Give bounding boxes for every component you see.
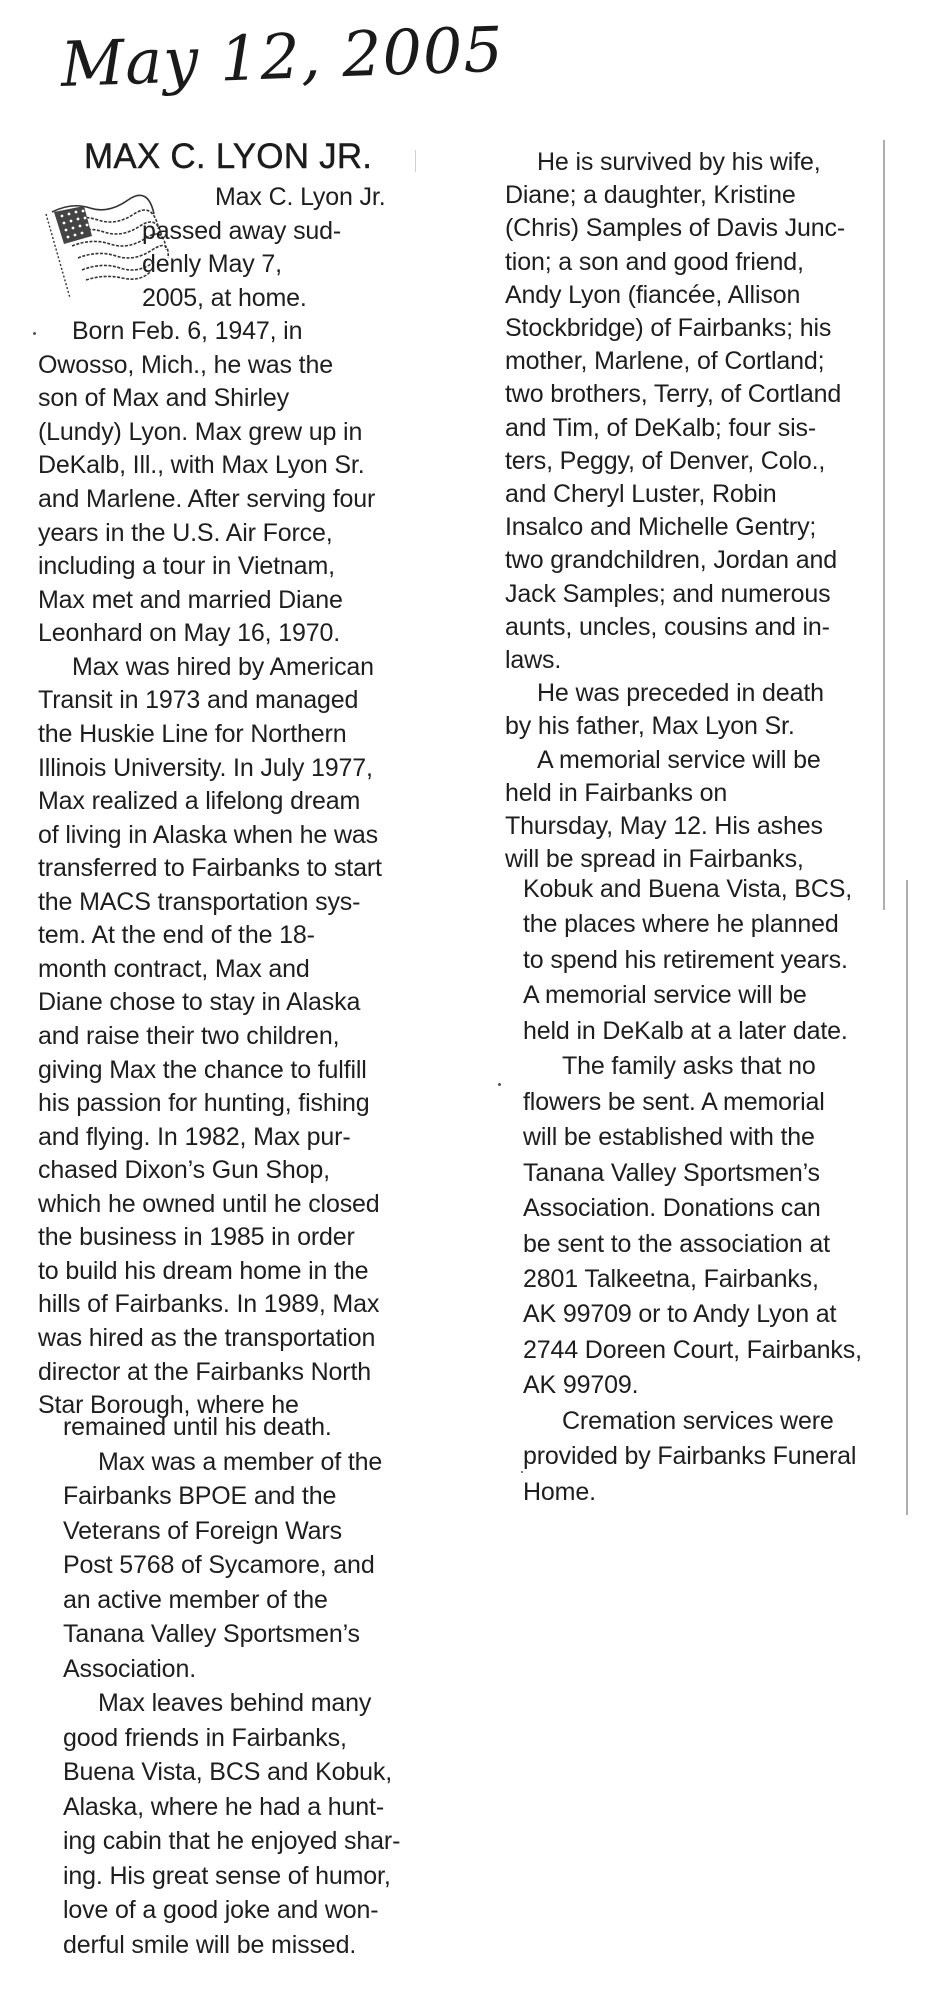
text-line: of living in Alaska when he was xyxy=(38,820,378,849)
text-line: two brothers, Terry, of Cortland xyxy=(505,380,842,409)
text-line: Diane chose to stay in Alaska xyxy=(38,988,361,1017)
column-border xyxy=(906,880,908,1515)
text-line: Max C. Lyon Jr. xyxy=(215,183,386,211)
text-line: Post 5768 of Sycamore, and xyxy=(63,1551,375,1579)
text-line: Max realized a lifelong dream xyxy=(38,787,361,816)
text-line: Cremation services were xyxy=(562,1406,834,1435)
text-line: aunts, uncles, cousins and in- xyxy=(505,612,830,641)
column-border xyxy=(883,140,885,910)
text-line: DeKalb, Ill., with Max Lyon Sr. xyxy=(38,451,365,480)
text-line: Kobuk and Buena Vista, BCS, xyxy=(523,875,853,903)
text-line: Leonhard on May 16, 1970. xyxy=(38,619,341,648)
text-line: passed away sud- xyxy=(142,216,342,245)
text-line: Max leaves behind many xyxy=(98,1689,372,1717)
text-line: and flying. In 1982, Max pur- xyxy=(38,1122,351,1151)
text-line: the MACS transportation sys- xyxy=(38,887,361,916)
print-speck xyxy=(33,332,36,335)
text-line: Buena Vista, BCS and Kobuk, xyxy=(63,1758,393,1786)
print-speck xyxy=(521,1471,523,1473)
text-line: Thursday, May 12. His ashes xyxy=(505,812,823,840)
text-line: He was preceded in death xyxy=(537,679,824,708)
text-line: transferred to Fairbanks to start xyxy=(38,854,382,883)
text-line: by his father, Max Lyon Sr. xyxy=(505,712,795,741)
text-line: remained until his death. xyxy=(63,1413,332,1441)
text-line: Home. xyxy=(523,1477,596,1506)
print-speck xyxy=(498,1083,501,1086)
text-line: AK 99709 or to Andy Lyon at xyxy=(523,1300,837,1329)
handwritten-date: May 12, 2005 xyxy=(59,12,506,102)
text-line: Fairbanks BPOE and the xyxy=(63,1482,337,1510)
text-line: Tanana Valley Sportsmen’s xyxy=(63,1620,360,1648)
column-gutter-mark xyxy=(415,150,416,172)
text-line: ters, Peggy, of Denver, Colo., xyxy=(505,446,826,475)
flag-canton xyxy=(54,206,92,244)
text-line: The family asks that no xyxy=(562,1052,816,1081)
text-line: (Lundy) Lyon. Max grew up in xyxy=(38,417,363,446)
text-line: son of Max and Shirley xyxy=(38,384,289,413)
text-line: the places where he planned xyxy=(523,910,839,939)
text-line: A memorial service will be xyxy=(537,745,821,774)
text-line: the business in 1985 in order xyxy=(38,1223,355,1252)
text-line: Association. Donations can xyxy=(523,1194,821,1223)
text-line: years in the U.S. Air Force, xyxy=(38,518,333,547)
text-line: provided by Fairbanks Funeral xyxy=(523,1442,857,1471)
text-line: be sent to the association at xyxy=(523,1229,830,1258)
text-line: hills of Fairbanks. In 1989, Max xyxy=(38,1290,380,1319)
text-line: two grandchildren, Jordan and xyxy=(505,546,837,575)
text-line: Insalco and Michelle Gentry; xyxy=(505,513,817,542)
text-line: Diane; a daughter, Kristine xyxy=(505,181,796,210)
text-line: giving Max the chance to fulfill xyxy=(38,1055,367,1084)
text-line: tion; a son and good friend, xyxy=(505,247,804,276)
text-line: Association. xyxy=(63,1654,196,1683)
text-line: laws. xyxy=(505,646,562,674)
text-line: director at the Fairbanks North xyxy=(38,1357,371,1386)
text-line: Jack Samples; and numerous xyxy=(505,579,831,608)
text-line: will be spread in Fairbanks, xyxy=(505,845,804,874)
text-line: mother, Marlene, of Cortland; xyxy=(505,347,825,376)
text-line: Veterans of Foreign Wars xyxy=(63,1516,342,1545)
text-line: will be established with the xyxy=(523,1123,815,1152)
text-line: and Tim, of DeKalb; four sis- xyxy=(505,413,817,442)
text-line: Max was hired by American xyxy=(72,652,374,681)
text-line: Star Borough, where he xyxy=(38,1391,299,1420)
text-line: the Huskie Line for Northern xyxy=(38,719,347,748)
text-line: flowers be sent. A memorial xyxy=(523,1087,825,1116)
text-line: to spend his retirement years. xyxy=(523,945,848,974)
text-line: denly May 7, xyxy=(142,250,282,279)
text-line: 2801 Talkeetna, Fairbanks, xyxy=(523,1264,819,1293)
text-line: Owosso, Mich., he was the xyxy=(38,350,333,379)
text-line: held in DeKalb at a later date. xyxy=(523,1016,848,1045)
text-line: good friends in Fairbanks, xyxy=(63,1723,347,1752)
text-line: Tanana Valley Sportsmen’s xyxy=(523,1158,820,1187)
text-line: to build his dream home in the xyxy=(38,1256,369,1285)
text-line: 2744 Doreen Court, Fairbanks, xyxy=(523,1335,862,1364)
text-line: 2005, at home. xyxy=(142,283,307,312)
text-line: held in Fairbanks on xyxy=(505,778,728,807)
text-line: Andy Lyon (fiancée, Allison xyxy=(505,280,801,309)
text-line: Born Feb. 6, 1947, in xyxy=(72,317,303,346)
text-line: derful smile will be missed. xyxy=(63,1930,357,1959)
text-line: was hired as the transportation xyxy=(38,1324,376,1353)
text-line: ing. His great sense of humor, xyxy=(63,1861,391,1890)
text-line: Alaska, where he had a hunt- xyxy=(63,1792,385,1821)
text-line: tem. At the end of the 18- xyxy=(38,921,315,950)
text-line: ing cabin that he enjoyed shar- xyxy=(63,1827,401,1855)
text-line: love of a good joke and won- xyxy=(63,1896,379,1924)
text-line: Transit in 1973 and managed xyxy=(38,686,359,715)
text-line: He is survived by his wife, xyxy=(537,148,821,176)
text-line: Max met and married Diane xyxy=(38,585,343,614)
text-line: which he owned until he closed xyxy=(38,1189,380,1218)
text-line: Illinois University. In July 1977, xyxy=(38,753,373,782)
text-line: AK 99709. xyxy=(523,1371,639,1400)
text-line: an active member of the xyxy=(63,1585,328,1614)
obituary-title: MAX C. LYON JR. xyxy=(84,137,373,176)
text-line: and Cheryl Luster, Robin xyxy=(505,480,777,508)
text-line: and raise their two children, xyxy=(38,1022,340,1050)
text-line: A memorial service will be xyxy=(523,981,807,1010)
text-line: (Chris) Samples of Davis Junc- xyxy=(505,214,846,243)
text-line: Max was a member of the xyxy=(98,1447,383,1476)
text-line: including a tour in Vietnam, xyxy=(38,552,335,581)
text-line: Stockbridge) of Fairbanks; his xyxy=(505,314,832,342)
text-line: chased Dixon’s Gun Shop, xyxy=(38,1156,330,1185)
text-line: and Marlene. After serving four xyxy=(38,485,376,514)
text-line: his passion for hunting, fishing xyxy=(38,1089,370,1118)
text-line: month contract, Max and xyxy=(38,954,310,983)
